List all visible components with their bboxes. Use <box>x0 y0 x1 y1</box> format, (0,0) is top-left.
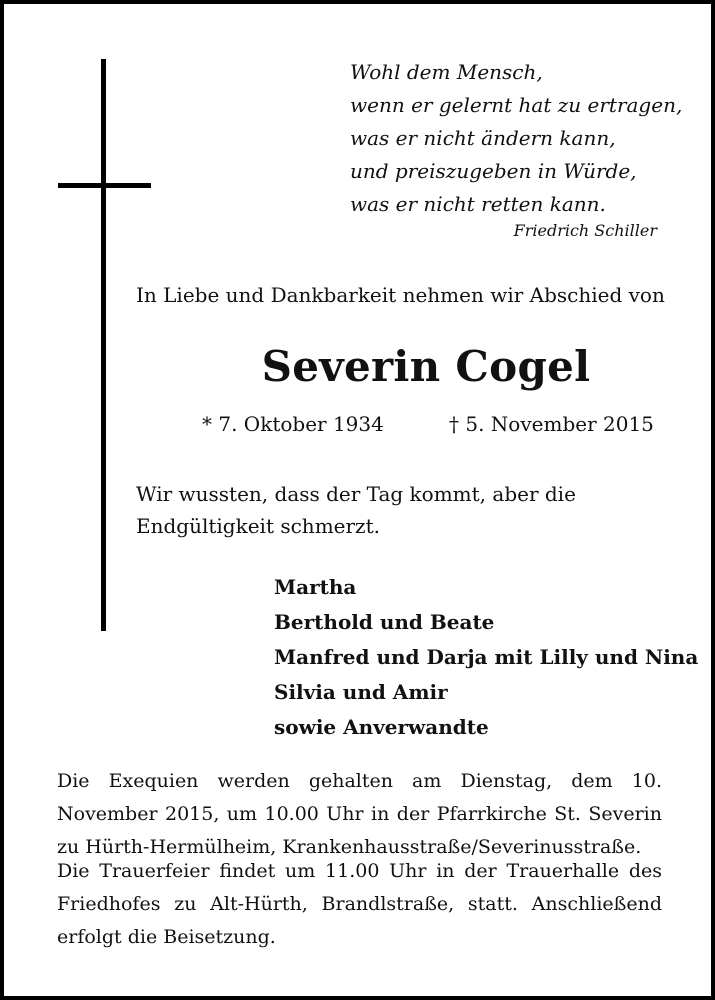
cross-icon <box>101 59 106 631</box>
family-member: sowie Anverwandte <box>274 715 489 739</box>
poem-line: Wohl dem Mensch, <box>350 60 543 84</box>
poem-line: was er nicht retten kann. <box>350 192 606 216</box>
service-info: Die Exequien werden gehalten am Dienstag, dem 10. November 2015, um 10.00 Uhr in der Pfarrkirche St. Severin zu Hürth-Hermülheim, Krankenhausstraße/Severinusstraße. <box>57 770 662 858</box>
poem-line: und preiszugeben in Würde, <box>350 159 637 183</box>
family-member: Martha <box>274 575 357 599</box>
poem-line: wenn er gelernt hat zu ertragen, <box>350 93 683 117</box>
birth-date: * 7. Oktober 1934 <box>202 412 384 436</box>
family-member: Manfred und Darja mit Lilly und Nina <box>274 645 699 669</box>
intro-text: In Liebe und Dankbarkeit nehmen wir Abschied von <box>136 283 665 307</box>
family-member: Silvia und Amir <box>274 680 448 704</box>
family-list <box>274 570 698 745</box>
poem-line: was er nicht ändern kann, <box>350 126 616 150</box>
mourning-quote: Wir wussten, dass der Tag kommt, aber die Endgültigkeit schmerzt. <box>136 482 576 538</box>
funeral-info: Die Trauerfeier findet um 11.00 Uhr in der Trauerhalle des Friedhofes zu Alt-Hürth, Brandlstraße, statt. Anschließend erfolgt die Beisetzung. <box>57 860 662 948</box>
family-member: Berthold und Beate <box>274 610 495 634</box>
poem-author: Friedrich Schiller <box>513 221 657 240</box>
death-date: † 5. November 2015 <box>449 412 654 436</box>
poem <box>350 56 683 221</box>
deceased-name: Severin Cogel <box>261 342 591 391</box>
cross-icon-crossbar <box>58 183 151 188</box>
